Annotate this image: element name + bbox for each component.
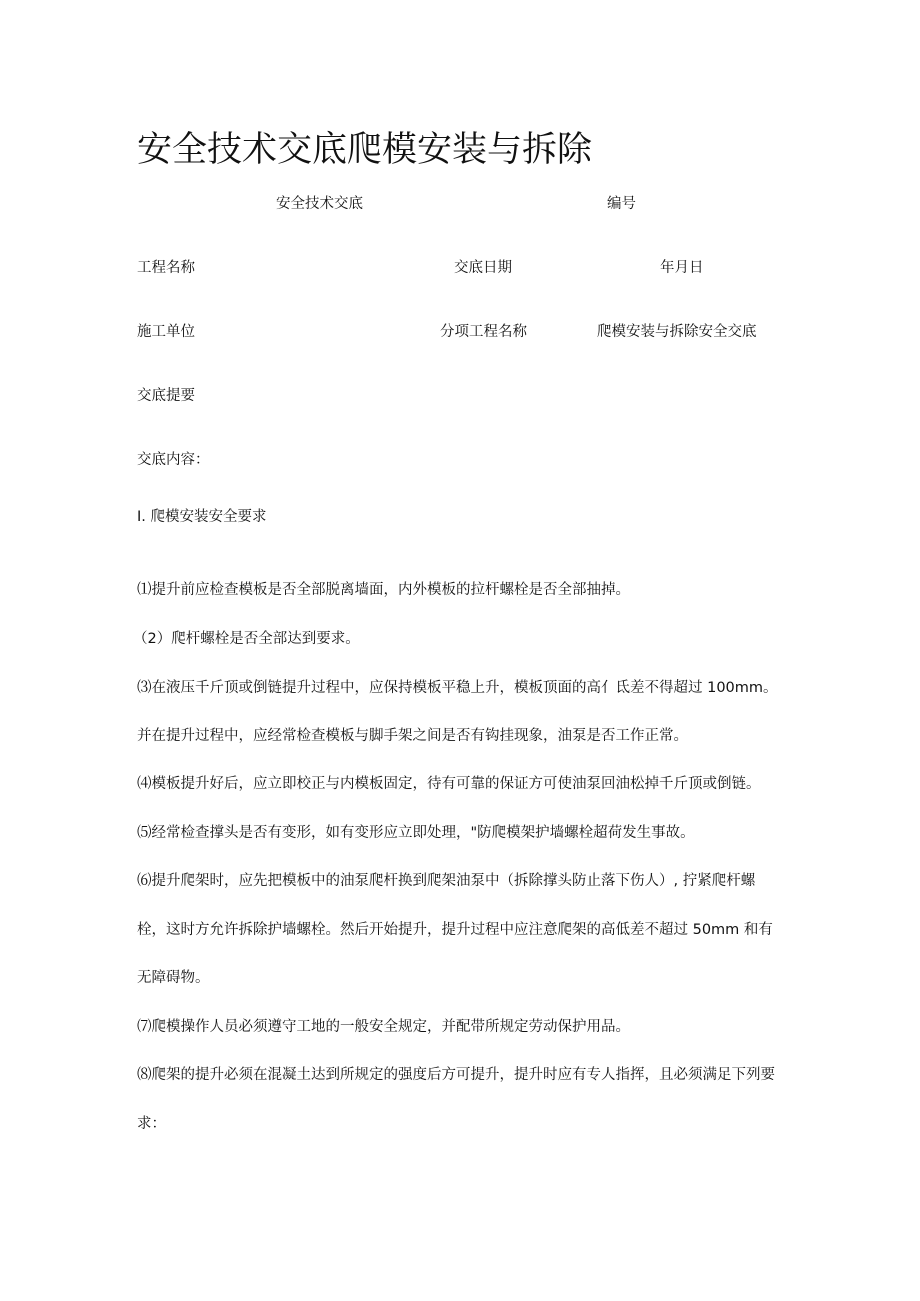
date-value: 年月日 <box>660 260 704 276</box>
body-line: （2）爬杆螺栓是否全部达到要求。 <box>133 631 360 647</box>
body-line: ⑶在液压千斤顶或倒链提升过程中，应保持模板平稳上升，模板顶面的高亻氐差不得超过 100mm。 <box>137 680 778 696</box>
body-line: ⑹提升爬架时，应先把模板中的油泵爬杆换到爬架油泵中（拆除撑头防止落下伤人）, 拧紧爬杆螺 <box>137 873 756 889</box>
date-label: 交底日期 <box>454 260 512 276</box>
body-line: 并在提升过程中，应经常检查模板与脚手架之间是否有钩挂现象，油泵是否工作正常。 <box>137 728 688 744</box>
construction-unit-label: 施工单位 <box>137 324 195 340</box>
project-name-label: 工程名称 <box>137 260 195 276</box>
header-number-label: 编号 <box>607 196 636 212</box>
content-label: 交底内容： <box>137 452 210 468</box>
sub-project-value: 爬模安装与拆除安全交底 <box>597 324 757 340</box>
document-title: 安全技术交底爬模安装与拆除 <box>137 130 593 170</box>
body-line: ⑻爬架的提升必须在混凝土达到所规定的强度后方可提升，提升时应有专人指挥，且必须满足下列要 <box>137 1067 775 1083</box>
body-line: ⑺爬模操作人员必须遵守工地的一般安全规定，并配带所规定劳动保护用品。 <box>137 1019 630 1035</box>
section-heading: I. 爬模安装安全要求 <box>137 509 267 525</box>
header-doc-type: 安全技术交底 <box>276 196 363 212</box>
body-line: 求： <box>137 1116 166 1132</box>
body-line: ⑸经常检查撑头是否有变形，如有变形应立即处理，"防爬模架护墙螺栓超荷发生事故。 <box>137 825 695 841</box>
body-line: 无障碍物。 <box>137 970 210 986</box>
summary-label: 交底提要 <box>137 388 195 404</box>
body-line: ⑷模板提升好后，应立即校正与内模板固定，待有可靠的保证方可使油泵回油松掉千斤顶或倒链。 <box>137 776 761 792</box>
body-line: 栓，这时方允许拆除护墙螺栓。然后开始提升，提升过程中应注意爬架的高低差不超过 50mm 和有 <box>137 922 773 938</box>
body-line: ⑴提升前应检查模板是否全部脱离墙面，内外模板的拉杆螺栓是否全部抽掉。 <box>137 582 630 598</box>
sub-project-label: 分项工程名称 <box>440 324 527 340</box>
